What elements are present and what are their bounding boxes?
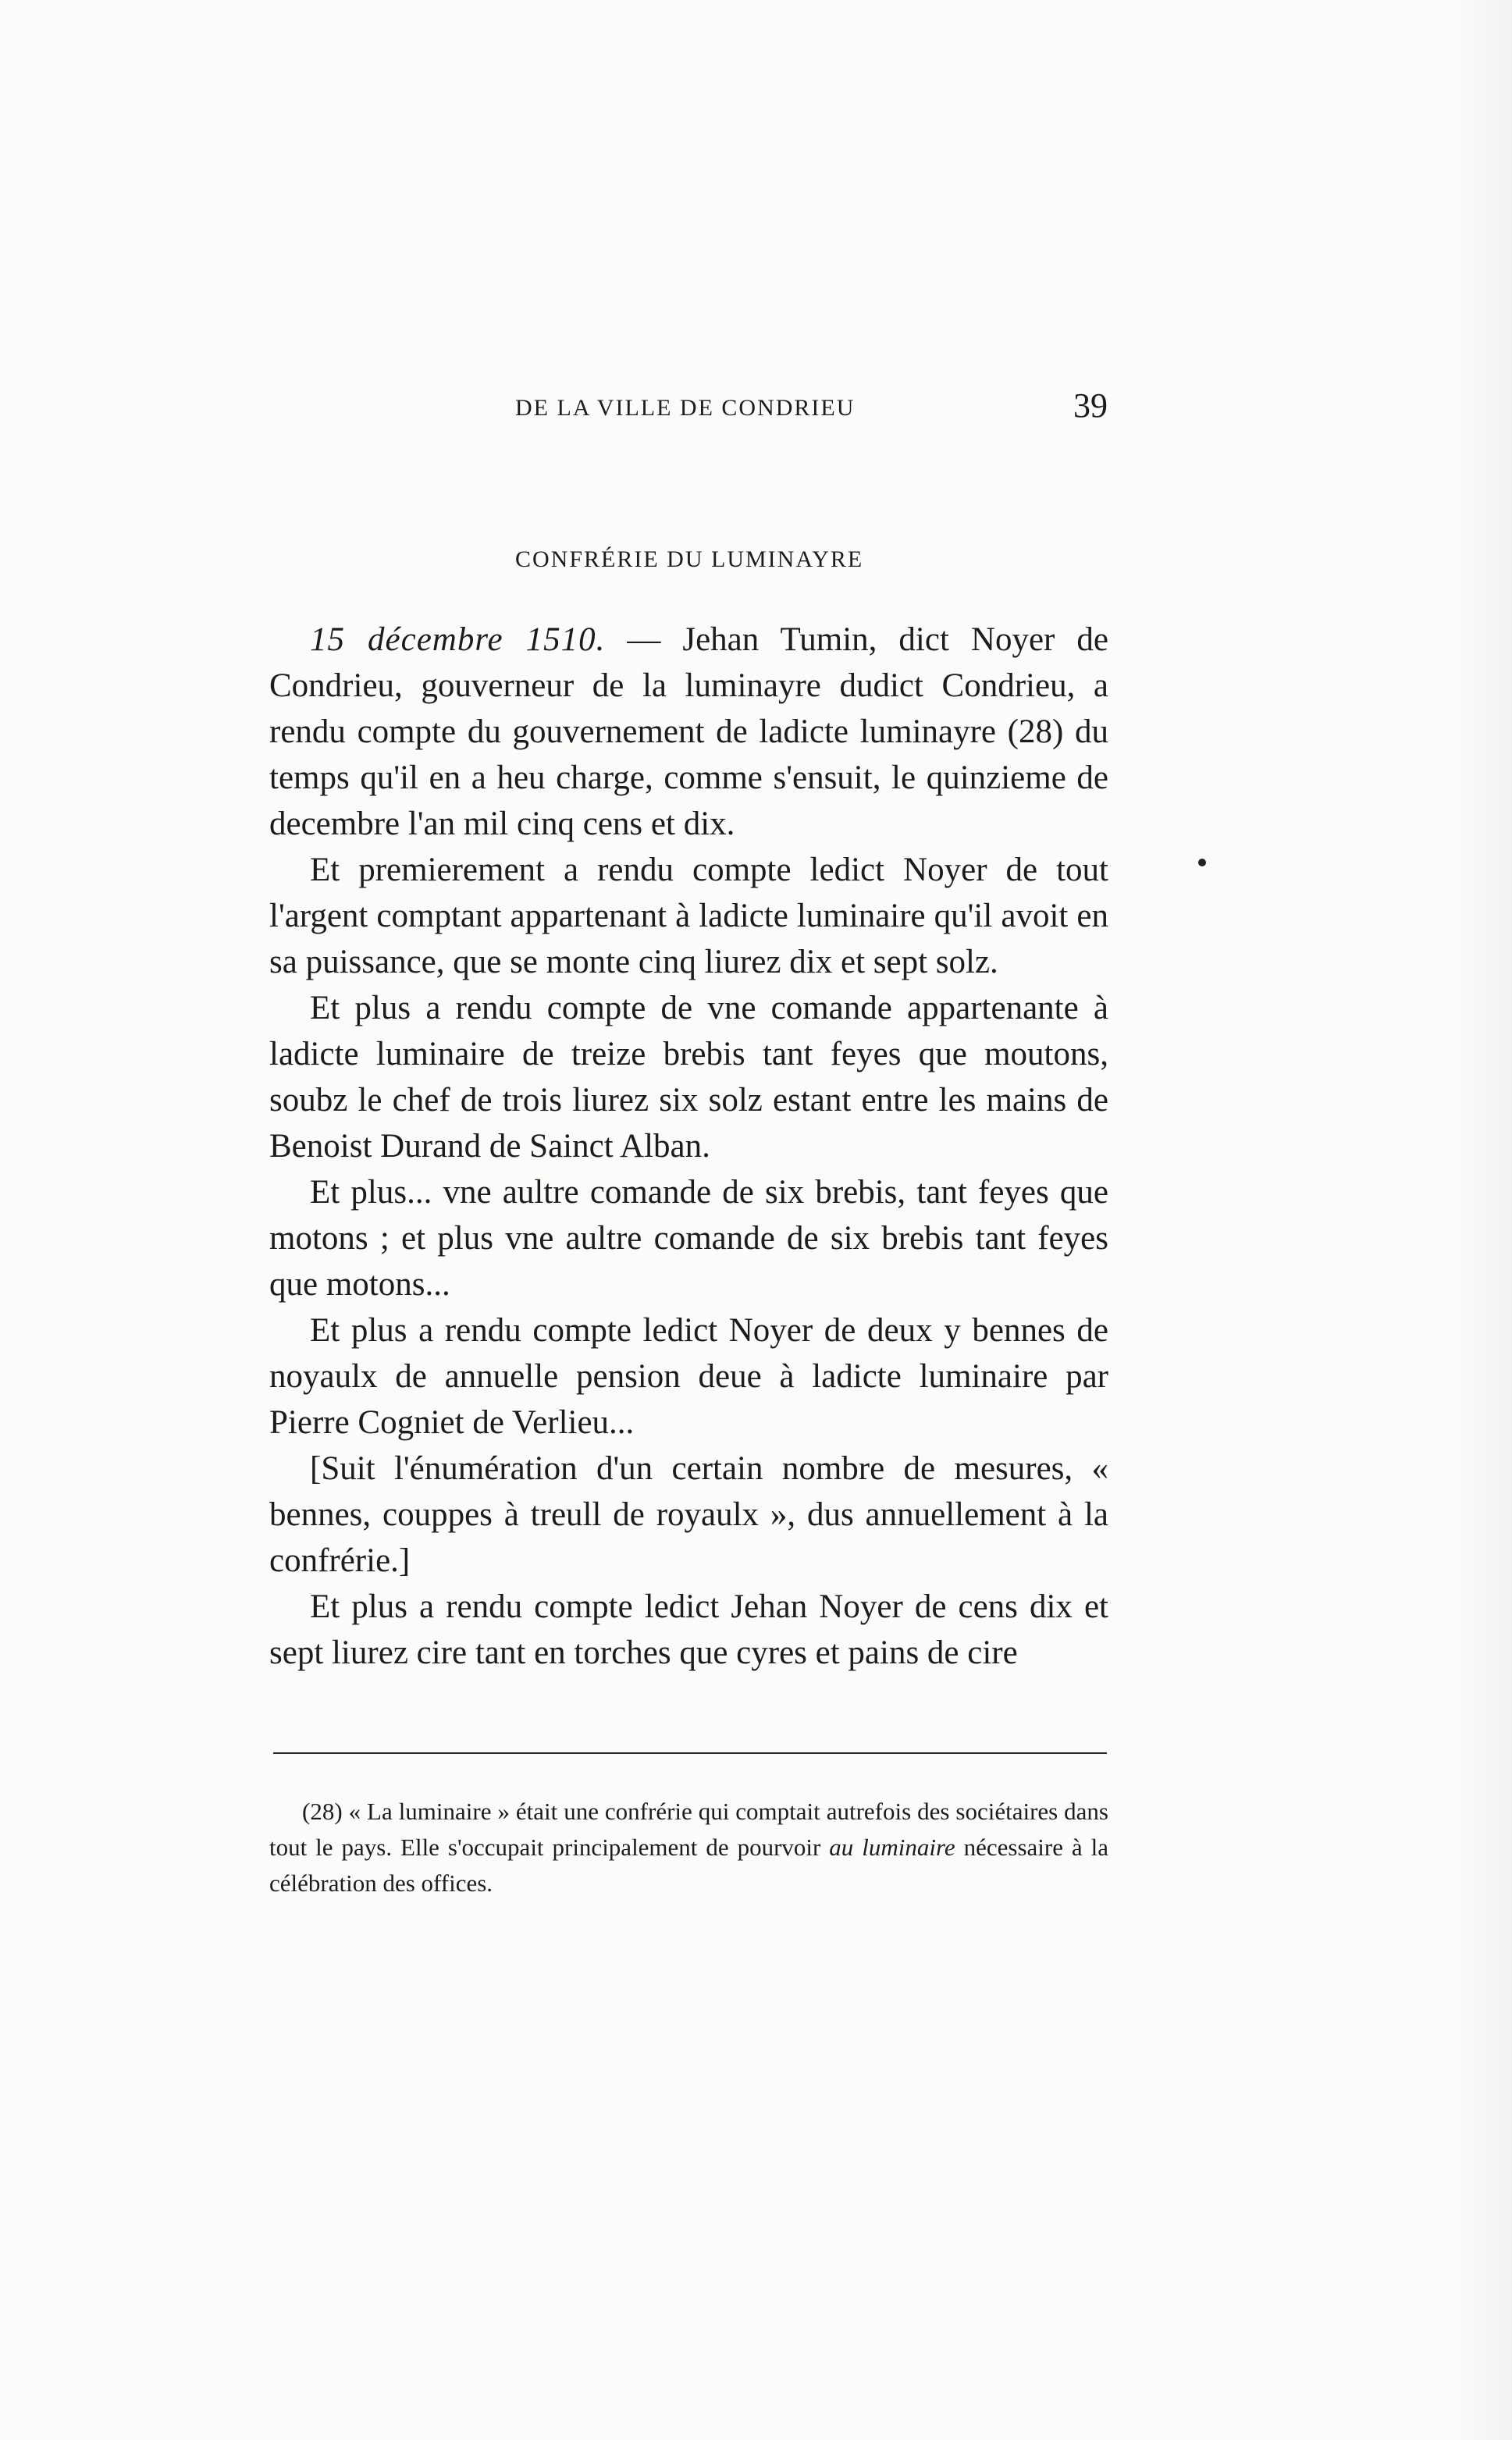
entry-date: 15 décembre 1510.	[310, 621, 606, 658]
footnote	[269, 1794, 1108, 1901]
ink-speck	[1198, 859, 1206, 866]
paragraph-1-text: — Jehan Tumin, dict Noyer de Condrieu, gouverneur de la luminayre dudict Condrieu, a rendu compte du gouvernement de ladicte luminayre (28) du temps qu'il en a heu charge, comme s'ensuit, le quinzieme de decembre l'an mil cinq cens et dix.	[269, 621, 1108, 842]
page-edge-shadow	[1457, 0, 1512, 2440]
running-head: DE LA VILLE DE CONDRIEU	[515, 395, 856, 421]
paragraph-3: Et plus a rendu compte de vne comande appartenante à ladicte luminaire de treize brebis tant feyes que moutons, soubz le chef de trois liurez six solz estant entre les mains de Benoist Durand de Sainct Alban.	[269, 990, 1108, 1165]
paragraph-7: Et plus a rendu compte ledict Jehan Noyer de cens dix et sept liurez cire tant en torches que cyres et pains de cire	[269, 1588, 1108, 1671]
paragraph-4: Et plus... vne aultre comande de six brebis, tant feyes que motons ; et plus vne aultre comande de six brebis tant feyes que motons...	[269, 1174, 1108, 1303]
body-text	[269, 617, 1108, 1676]
paragraph-2: Et premierement a rendu compte ledict Noyer de tout l'argent comptant appartenant à ladicte luminaire qu'il avoit en sa puissance, que se monte cinq liurez dix et sept solz.	[269, 852, 1108, 980]
footnote-text-end: nécessaire à la célébration des offices.	[269, 1834, 1108, 1897]
paragraph-6: [Suit l'énumération d'un certain nombre de mesures, « bennes, couppes à treull de royaulx », dus annuellement à la confrérie.]	[269, 1450, 1108, 1579]
paragraph-5: Et plus a rendu compte ledict Noyer de deux y bennes de noyaulx de annuelle pension deue à ladicte luminaire par Pierre Cogniet de Verlieu...	[269, 1312, 1108, 1441]
footnote-divider	[273, 1752, 1107, 1754]
footnote-emphasis: au luminaire	[829, 1834, 955, 1861]
footnote-28	[269, 1794, 1108, 1901]
paragraph-1	[269, 617, 1108, 847]
section-title: CONFRÉRIE DU LUMINAYRE	[515, 546, 864, 572]
footnote-text-start: (28) « La luminaire » était une confrérie qui comptait autrefois des sociétaires dans tout le pays. Elle s'occupait principalement de pourvoir	[269, 1798, 1108, 1861]
page-number: 39	[1073, 386, 1108, 425]
